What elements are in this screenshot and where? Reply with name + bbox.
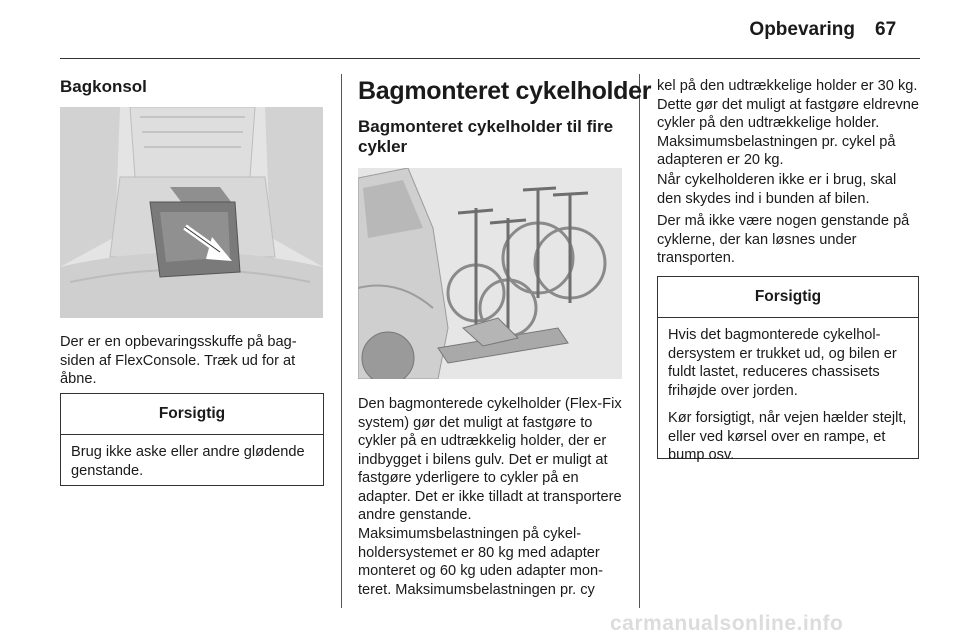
subheading-four-bikes: Bagmonteret cykelholder til fire cykler <box>358 117 614 156</box>
warning-box-right <box>657 276 919 463</box>
page-number: 67 <box>875 19 897 40</box>
section-heading-bagkonsol: Bagkonsol <box>60 77 147 96</box>
column-divider-left <box>341 74 342 608</box>
column-divider-right <box>639 74 640 608</box>
warning-paragraph-1: Hvis det bagmonterede cykelholdersystem er trukket ud, og bilen er fuldt lastet, reduceres chassisets frihøjde over jorden. <box>668 327 897 399</box>
section-heading-bike-carrier: Bagmonteret cykelholder <box>358 77 652 105</box>
right-paragraph-3: Der må ikke være nogen genstande på cyklerne, der kan løsnes under transporten. <box>657 213 910 266</box>
warning-title: Forsigtig <box>658 277 918 318</box>
warning-title: Forsigtig <box>61 394 323 435</box>
header-divider <box>60 58 920 59</box>
middle-paragraph-1: Den bagmonterede cykelholder (Flex-Fix system) gør det muligt at fastgøre to cykler på en udtrækkelig holder, der er indbygget i bilens gulv. Det er muligt at fastgøre yderligere to cykler på en adapter. Det er ikke tilladt at transportere andre genstande. <box>358 396 622 523</box>
watermark-text: carmanualsonline.info <box>610 612 844 635</box>
middle-paragraph-2: Maksimumsbelastningen på cykelholdersystemet er 80 kg med adapter monteret og 60 kg uden adapter monteret. Maksimumsbelastningen pr. cy <box>358 526 604 598</box>
warning-paragraph-2: Kør forsigtigt, når vejen hælder stejlt, eller ved kørsel over en rampe, et bump osv. <box>668 410 907 463</box>
left-paragraph: Der er en opbevaringsskuffe på bagsiden af FlexConsole. Træk ud for at åbne. <box>60 334 297 387</box>
rear-bike-carrier-illustration <box>358 168 622 379</box>
right-paragraph-2: Når cykelholderen ikke er i brug, skal den skydes ind i bunden af bilen. <box>657 172 897 207</box>
warning-text: Brug ikke aske eller andre glødende genstande. <box>71 444 305 479</box>
storage-drawer-illustration <box>60 107 323 318</box>
warning-box-left <box>60 393 324 486</box>
page-header-title: Opbevaring <box>749 19 855 40</box>
right-paragraph-1: kel på den udtrækkelige holder er 30 kg. Dette gør det muligt at fastgøre eldrevne cykler på den udtrækkelige holder. Maksimumsbelastningen pr. cykel på adapteren er 20 kg. <box>657 78 919 168</box>
